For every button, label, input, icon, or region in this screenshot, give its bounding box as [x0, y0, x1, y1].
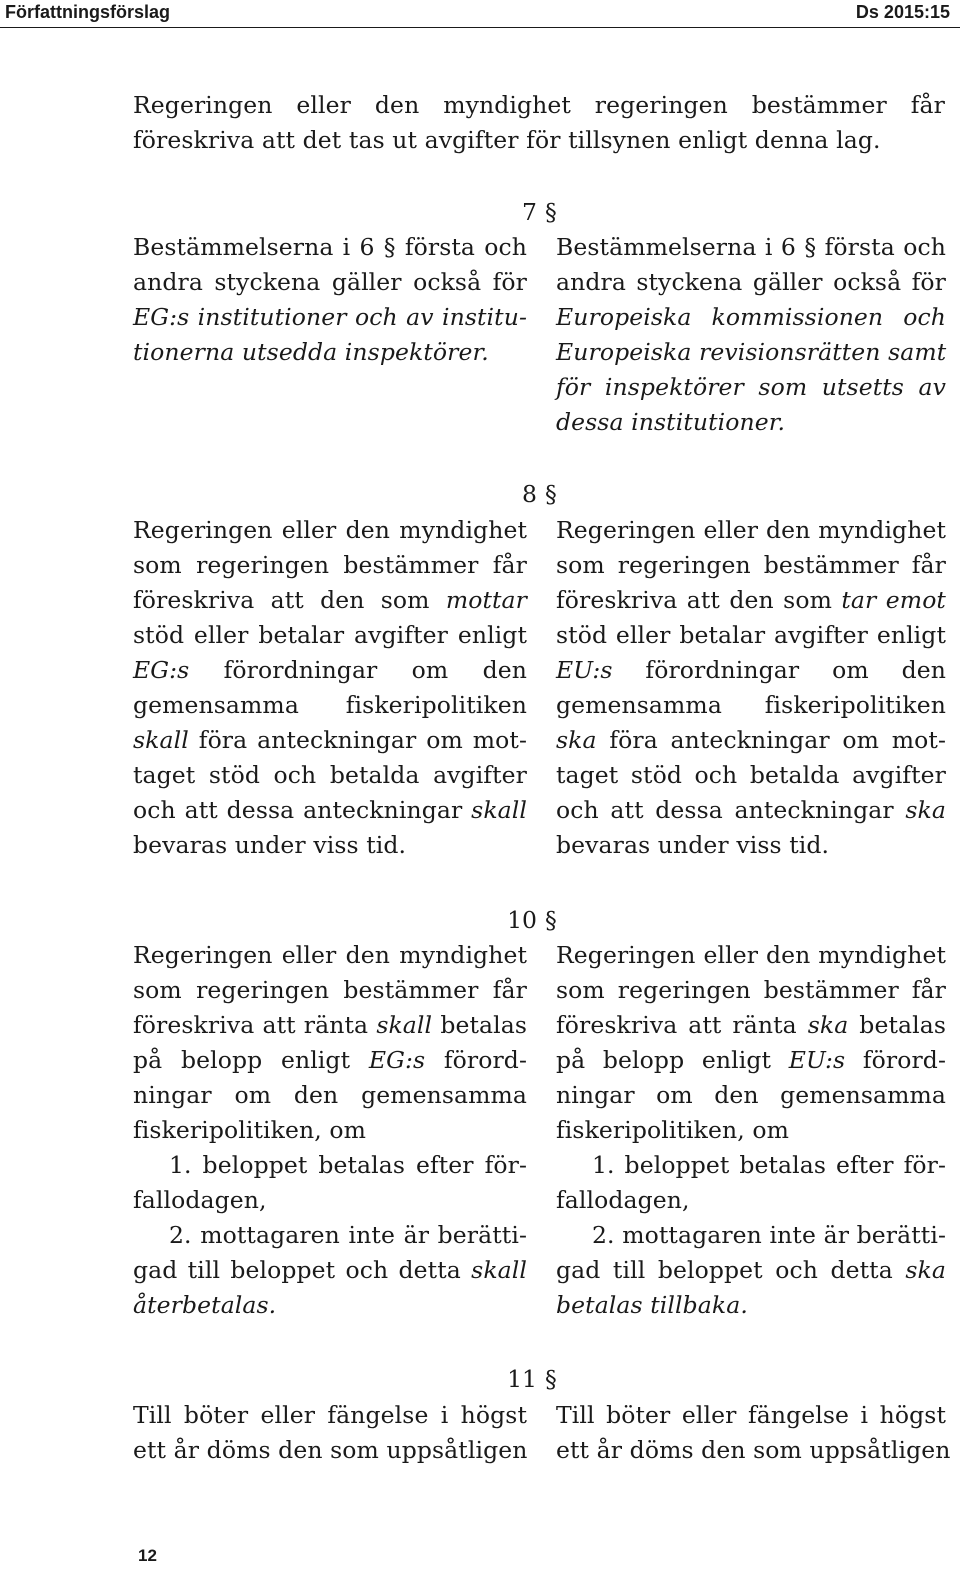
italic-text: mottar: [445, 586, 527, 614]
text-line: EU:s förordningar om den: [556, 656, 946, 684]
text-line: Bestämmelserna i 6 § första och: [133, 233, 527, 261]
italic-text: EG:s: [368, 1046, 426, 1074]
text-line: Regeringen eller den myndighet: [133, 941, 527, 969]
italic-text: ska: [905, 1256, 946, 1284]
text-line: ningar om den gemensamma: [133, 1081, 527, 1109]
text-line: andra styckena gäller också för: [556, 268, 946, 296]
text-line: ningar om den gemensamma: [556, 1081, 946, 1109]
italic-text: Europeiska kommissionen och: [556, 303, 946, 331]
intro-paragraph: [133, 88, 945, 158]
text-line: och att dessa anteckningar ska: [556, 796, 946, 824]
text-line: på belopp enligt EU:s förord-: [556, 1046, 946, 1074]
section-7-current-text: [133, 230, 527, 370]
italic-text: för inspektörer som utsetts av: [556, 373, 946, 401]
text-line: [556, 300, 946, 335]
page-number: 12: [138, 1546, 157, 1565]
section-number: 11: [507, 1365, 537, 1393]
text-line: taget stöd och betalda avgifter: [133, 761, 527, 789]
section-11-current-text: [133, 1398, 527, 1468]
section-7-proposed-text: [556, 230, 946, 440]
section-heading-11: [480, 1362, 575, 1397]
running-header: [0, 0, 960, 24]
section-heading-7: [480, 195, 575, 230]
section-8-current-text: [133, 513, 527, 863]
text-line: [556, 405, 946, 440]
header-section-title: Författningsförslag: [5, 2, 170, 22]
text-line: föreskriva att ränta skall betalas: [133, 1011, 528, 1039]
text-line: Till böter eller fängelse i högst: [133, 1401, 527, 1429]
italic-text: skall: [471, 796, 528, 824]
text-line: ett år döms den som uppsåtligen: [556, 1436, 951, 1464]
text-line: som regeringen bestämmer får: [556, 976, 946, 1004]
text-line: och att dessa anteckningar skall: [133, 796, 528, 824]
text-line: bevaras under viss tid.: [556, 831, 830, 859]
text-line: föreskriva att ränta ska betalas: [556, 1011, 946, 1039]
list-item: 1. beloppet betalas efter för-: [592, 1151, 946, 1179]
italic-text: återbetalas.: [133, 1291, 277, 1319]
italic-text: skall: [376, 1011, 433, 1039]
italic-text: skall: [133, 726, 189, 754]
text-line: [133, 335, 527, 370]
text-line: fiskeripolitiken, om: [556, 1116, 790, 1144]
italic-text: ska: [556, 726, 597, 754]
text-line: [133, 300, 527, 335]
text-line: Bestämmelserna i 6 § första och: [556, 233, 946, 261]
text-line: gemensamma fiskeripolitiken: [556, 691, 946, 719]
text-line: [133, 1288, 527, 1323]
italic-text: tionerna utsedda inspektörer.: [133, 338, 489, 366]
section-heading-10: [480, 903, 575, 938]
text-line: skall föra anteckningar om mot-: [133, 726, 528, 754]
section-8-proposed-text: [556, 513, 946, 863]
list-item: 2. mottagaren inte är berätti-: [592, 1221, 946, 1249]
text-line: ett år döms den som uppsåtligen: [133, 1436, 528, 1464]
text-line: [556, 370, 946, 405]
italic-text: ska: [807, 1011, 849, 1039]
text-line: taget stöd och betalda avgifter: [556, 761, 946, 789]
text-line: fallodagen,: [133, 1186, 267, 1214]
section-sign: §: [545, 198, 557, 226]
italic-text: EU:s: [788, 1046, 846, 1074]
italic-text: Europeiska revisionsrätten samt: [556, 338, 947, 366]
text-line: på belopp enligt EG:s förord-: [133, 1046, 527, 1074]
text-line: Regeringen eller den myndighet: [556, 516, 946, 544]
text-line: Regeringen eller den myndighet: [556, 941, 946, 969]
text-line: som regeringen bestämmer får: [133, 551, 527, 579]
section-number: 7: [522, 198, 537, 226]
text-line: som regeringen bestämmer får: [133, 976, 527, 1004]
section-sign: §: [545, 906, 557, 934]
section-11-proposed-text: [556, 1398, 951, 1468]
text-line: stöd eller betalar avgifter enligt: [556, 621, 946, 649]
italic-text: tar emot: [841, 586, 946, 614]
section-10-current-text: [133, 938, 527, 1323]
text-line: andra styckena gäller också för: [133, 268, 527, 296]
text-line: föreskriva att den som tar emot: [556, 586, 946, 614]
section-sign: §: [545, 1365, 557, 1393]
italic-text: dessa institutioner.: [556, 408, 786, 436]
text-line: fiskeripolitiken, om: [133, 1116, 367, 1144]
text-line: Regeringen eller den myndighet regeringen bestämmer får: [133, 91, 945, 119]
section-number: 10: [507, 906, 537, 934]
text-line: gad till beloppet och detta ska: [556, 1256, 946, 1284]
text-line: ska föra anteckningar om mot-: [556, 726, 946, 754]
italic-text: ska: [905, 796, 946, 824]
text-line: bevaras under viss tid.: [133, 831, 407, 859]
text-line: [556, 335, 946, 370]
text-line: föreskriva att det tas ut avgifter för tillsynen enligt denna lag.: [133, 126, 881, 154]
text-line: Regeringen eller den myndighet: [133, 516, 527, 544]
italic-text: betalas tillbaka.: [556, 1291, 748, 1319]
section-number: 8: [522, 480, 537, 508]
text-line: stöd eller betalar avgifter enligt: [133, 621, 527, 649]
text-line: gad till beloppet och detta skall: [133, 1256, 528, 1284]
header-document-id: Ds 2015:15: [855, 2, 950, 22]
italic-text: EG:s institutioner och av institu-: [133, 303, 527, 331]
italic-text: EG:s: [133, 656, 190, 684]
list-item: 1. beloppet betalas efter för-: [169, 1151, 527, 1179]
text-line: [556, 1288, 946, 1323]
text-line: fallodagen,: [556, 1186, 690, 1214]
section-sign: §: [545, 480, 557, 508]
header-rule: [0, 27, 960, 28]
section-10-proposed-text: [556, 938, 946, 1323]
text-line: Till böter eller fängelse i högst: [556, 1401, 946, 1429]
text-line: EG:s förordningar om den: [133, 656, 527, 684]
text-line: som regeringen bestämmer får: [556, 551, 946, 579]
list-item: 2. mottagaren inte är berätti-: [169, 1221, 527, 1249]
section-heading-8: [480, 477, 575, 512]
italic-text: skall: [471, 1256, 528, 1284]
text-line: föreskriva att den som mottar: [133, 586, 527, 614]
italic-text: EU:s: [556, 656, 613, 684]
text-line: gemensamma fiskeripolitiken: [133, 691, 527, 719]
